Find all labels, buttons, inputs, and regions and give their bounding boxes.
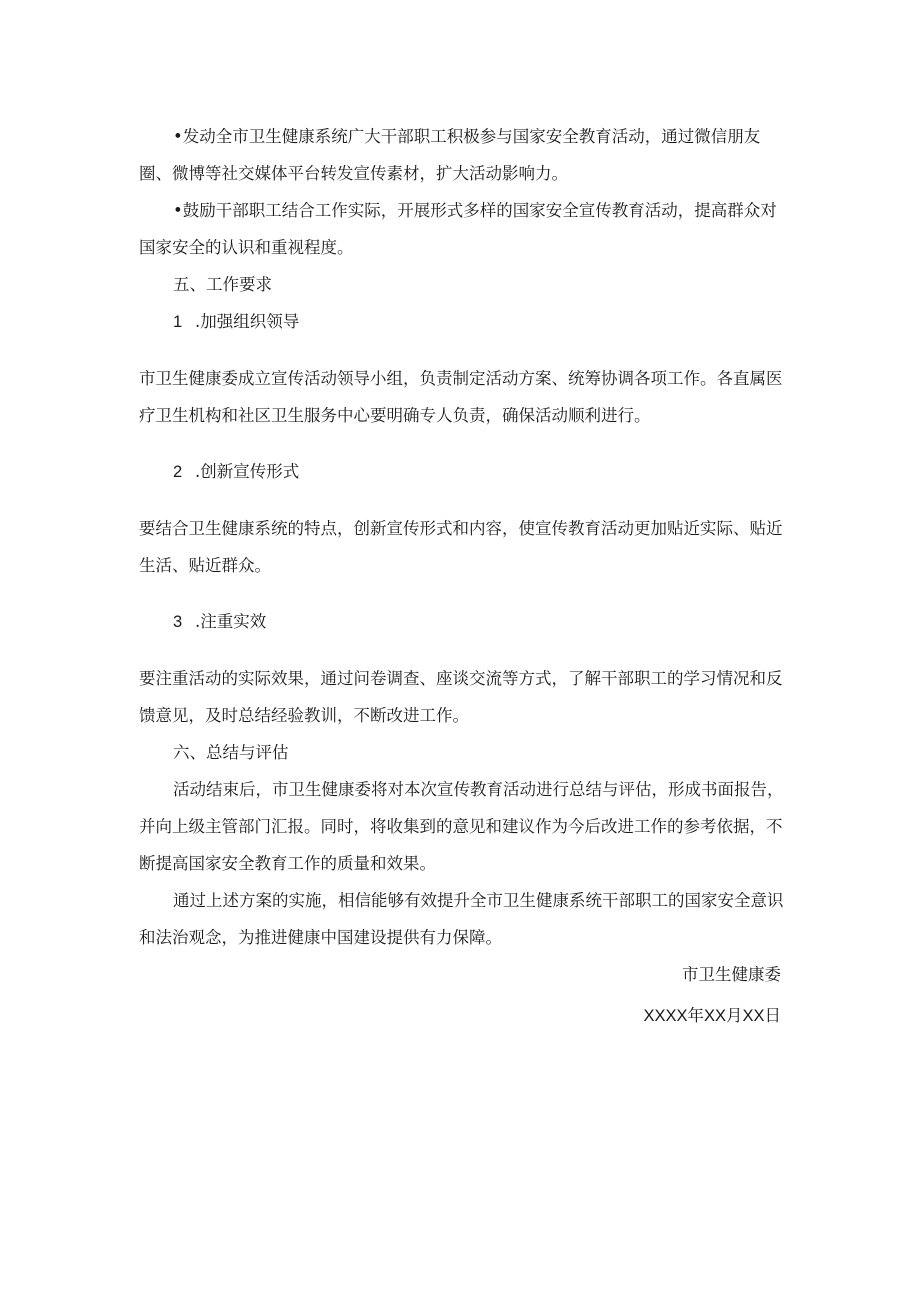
subheading-title: .注重实效 — [195, 612, 267, 631]
paragraph-innovation: 要结合卫生健康系统的特点，创新宣传形式和内容，使宣传教育活动更加贴近实际、贴近生活、贴近群众。 — [139, 519, 783, 575]
document-date — [139, 997, 789, 1035]
subheading-number: 2 — [173, 463, 183, 481]
paragraph-organization: 市卫生健康委成立宣传活动领导小组，负责制定活动方案、统筹协调各项工作。各直属医疗卫生机构和社区卫生服务中心要明确专人负责，确保活动顺利进行。 — [139, 369, 783, 425]
bullet-paragraph-1: •发动全市卫生健康系统广大干部职工积极参与国家安全教育活动，通过微信朋友圈、微博等社交媒体平台转发宣传素材，扩大活动影响力。 — [139, 127, 761, 183]
date-day: XX — [742, 1007, 765, 1025]
date-month: XX — [703, 1007, 726, 1025]
section-heading-summary: 六、总结与评估 — [173, 743, 289, 762]
subheading-effectiveness — [139, 603, 789, 641]
date-year-label: 年 — [687, 1006, 704, 1025]
signature: 市卫生健康委 — [682, 965, 781, 984]
bullet-paragraph-2: •鼓励干部职工结合工作实际，开展形式多样的国家安全宣传教育活动，提高群众对国家安全的认识和重视程度。 — [139, 201, 777, 257]
subheading-title: .加强组织领导 — [195, 312, 300, 331]
paragraph-closing: 通过上述方案的实施，相信能够有效提升全市卫生健康系统干部职工的国家安全意识和法治观念，为推进健康中国建设提供有力保障。 — [139, 891, 784, 947]
paragraph-summary: 活动结束后，市卫生健康委将对本次宣传教育活动进行总结与评估，形成书面报告，并向上级主管部门汇报。同时，将收集到的意见和建议作为今后改进工作的参考依据，不断提高国家安全教育工作的质量和效果。 — [139, 780, 784, 873]
subheading-number: 3 — [173, 613, 183, 631]
date-year: XXXX — [643, 1007, 688, 1025]
document-body — [139, 118, 789, 1035]
section-heading-work-requirements: 五、工作要求 — [173, 275, 272, 294]
date-month-label: 月 — [725, 1006, 743, 1025]
subheading-innovation — [139, 453, 789, 491]
subheading-organization — [139, 303, 789, 341]
subheading-number: 1 — [173, 313, 183, 331]
paragraph-effectiveness: 要注重活动的实际效果，通过问卷调查、座谈交流等方式，了解干部职工的学习情况和反馈意见，及时总结经验教训，不断改进工作。 — [139, 669, 783, 725]
subheading-title: .创新宣传形式 — [195, 462, 300, 481]
date-day-label: 日 — [764, 1006, 781, 1025]
